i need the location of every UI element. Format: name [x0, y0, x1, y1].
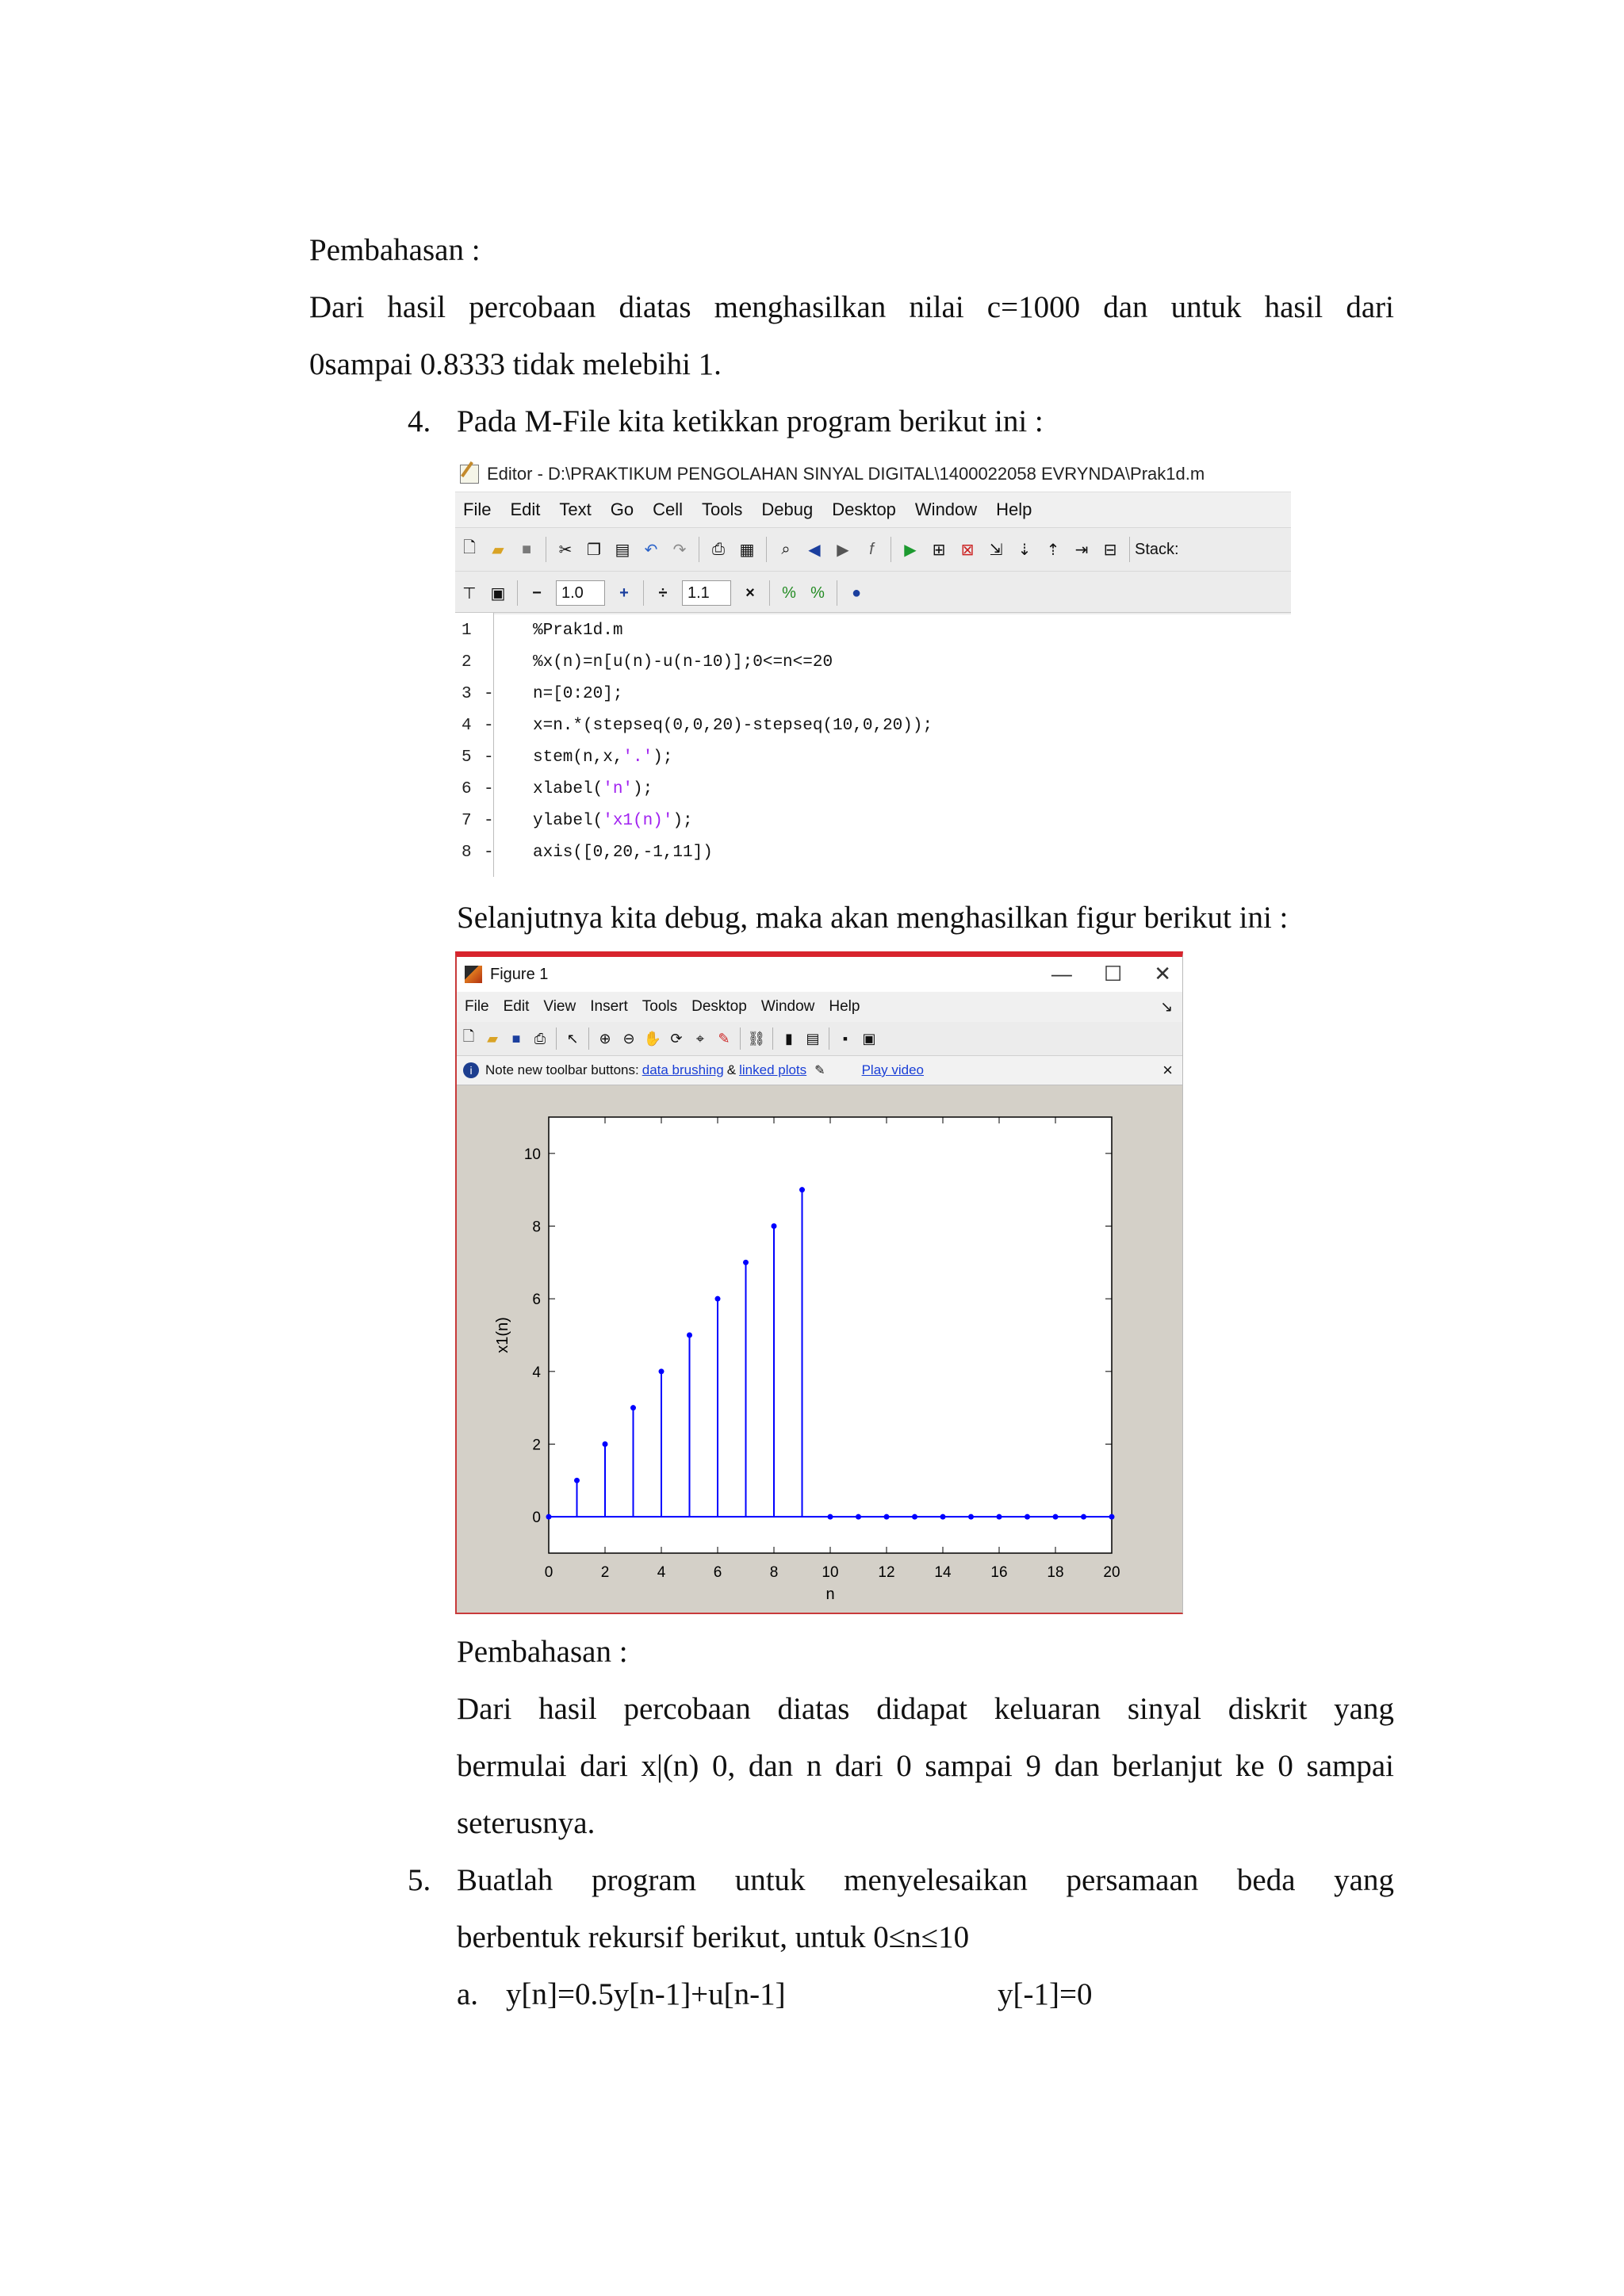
close-note-button[interactable]: × — [1162, 1060, 1173, 1080]
editor-menu-desktop[interactable]: Desktop — [832, 499, 896, 519]
y-tick-label: 0 — [532, 1510, 541, 1527]
multiply-button[interactable]: × — [745, 584, 755, 602]
uncomment-percent-icon[interactable]: % — [810, 584, 825, 602]
stem-marker — [772, 1223, 777, 1229]
figure-menu-insert[interactable]: Insert — [590, 998, 628, 1015]
edit-plot-arrow-icon[interactable]: ↖ — [566, 1030, 579, 1047]
toolbar-separator — [766, 537, 767, 562]
figure-menu-tools[interactable]: Tools — [642, 998, 678, 1015]
stem-marker — [630, 1405, 636, 1410]
matlab-editor-screenshot — [455, 457, 1291, 877]
x-tick-label: 2 — [600, 1564, 610, 1581]
stem-marker — [715, 1296, 721, 1302]
list-item-4-text: Pada M-File kita ketikkan program berikut ini : — [457, 404, 1044, 438]
insert-colorbar-icon[interactable]: ▮ — [785, 1030, 793, 1047]
figure-menu-window[interactable]: Window — [760, 998, 815, 1015]
code-line[interactable]: stem(n,x,'.'); — [533, 748, 673, 767]
hide-plot-tools-icon[interactable]: ▪ — [842, 1030, 848, 1047]
executable-marker: - — [484, 780, 494, 798]
paragraph-after-editor: Selanjutnya kita debug, maka akan menghasilkan figur berikut ini : — [457, 901, 1289, 935]
paragraph-1-line-2: 0sampai 0.8333 tidak melebihi 1. — [309, 347, 722, 381]
executable-marker: - — [484, 748, 494, 767]
exit-debug-icon[interactable]: ⊟ — [1103, 541, 1117, 559]
list-number-4: 4. — [408, 404, 431, 438]
matlab-logo-icon — [465, 966, 482, 983]
line-number: 8 — [462, 844, 472, 862]
x-tick-label: 18 — [1047, 1564, 1064, 1581]
stem-marker — [574, 1478, 580, 1483]
toolbar-separator — [772, 1027, 773, 1050]
paragraph-2-line-1: Dari hasil percobaan diatas didapat keluaran sinyal diskrit yang — [457, 1692, 1394, 1726]
code-line[interactable]: n=[0:20]; — [533, 685, 623, 703]
insert-cell-icon[interactable]: ⊤ — [462, 584, 477, 603]
code-line[interactable]: ylabel('x1(n)'); — [533, 812, 693, 830]
redo-icon[interactable]: ↷ — [672, 541, 687, 559]
play-video-link[interactable]: Play video — [861, 1062, 925, 1077]
x-tick-label: 0 — [544, 1564, 553, 1581]
executable-marker: - — [484, 685, 494, 703]
line-number: 7 — [462, 812, 472, 830]
editor-cell-toolbar — [455, 571, 1291, 614]
line-number: 4 — [462, 717, 472, 735]
editor-titlebar — [455, 457, 1291, 492]
toolbar-separator — [643, 580, 644, 606]
editor-title: Editor - D:\PRAKTIKUM PENGOLAHAN SINYAL DIGITAL\1400022058 EVRYNDA\Prak1d.m — [487, 464, 1205, 484]
save-figure-icon[interactable]: ■ — [511, 1030, 521, 1047]
function-fx-icon[interactable]: f — [869, 540, 874, 558]
toolbar-separator — [588, 1027, 589, 1050]
line-number: 3 — [462, 685, 472, 703]
stem-marker — [659, 1368, 665, 1374]
new-file-icon[interactable]: 🗋 — [462, 539, 477, 557]
figure-menu-file[interactable]: File — [465, 998, 489, 1015]
continue-icon[interactable]: ⇥ — [1074, 541, 1089, 559]
figure-menubar — [457, 992, 1182, 1022]
editor-menu-file[interactable]: File — [463, 499, 492, 519]
new-figure-icon[interactable]: 🗋 — [462, 1028, 475, 1044]
note-text: Note new toolbar buttons: — [485, 1062, 639, 1077]
y-tick-label: 8 — [532, 1219, 541, 1236]
code-line[interactable]: %x(n)=n[u(n)-u(n-10)];0<=n<=20 — [533, 653, 833, 672]
x-tick-label: 16 — [990, 1564, 1008, 1581]
paragraph-1-line-1: Dari hasil percobaan diatas menghasilkan nilai c=1000 dan untuk hasil dari — [309, 290, 1394, 324]
set-breakpoint-icon[interactable]: ⊞ — [932, 541, 946, 559]
paragraph-2-line-3: seterusnya. — [457, 1806, 596, 1840]
editor-menu-debug[interactable]: Debug — [761, 499, 814, 519]
x-tick-label: 8 — [769, 1564, 779, 1581]
x-tick-label: 6 — [713, 1564, 722, 1581]
show-plot-tools-icon[interactable]: ▣ — [862, 1030, 876, 1047]
maximize-button[interactable]: ☐ — [1103, 962, 1123, 985]
paragraph-2-line-2: bermulai dari x|(n) 0, dan n dari 0 sampai 9 dan berlanjut ke 0 sampai — [457, 1749, 1394, 1783]
undo-icon[interactable]: ↶ — [644, 541, 658, 559]
toolbar-separator — [769, 580, 770, 606]
divide-button[interactable]: ÷ — [658, 584, 668, 602]
insert-legend-icon[interactable]: ▤ — [806, 1030, 820, 1047]
step-out-icon[interactable]: ⇡ — [1046, 541, 1060, 559]
editor-menu-go[interactable]: Go — [610, 499, 634, 519]
editor-toolbar — [455, 527, 1291, 571]
code-area[interactable] — [455, 612, 1291, 877]
back-arrow-icon[interactable]: ◀ — [808, 541, 821, 559]
forward-arrow-icon[interactable]: ▶ — [837, 541, 849, 559]
stem-marker — [687, 1333, 692, 1338]
editor-menu-window[interactable]: Window — [914, 499, 978, 519]
decrement-button[interactable]: − — [532, 584, 542, 602]
rotate-3d-icon[interactable]: ⟳ — [670, 1030, 683, 1047]
x-tick-label: 10 — [822, 1564, 839, 1581]
y-tick-label: 4 — [532, 1364, 541, 1381]
step-icon[interactable]: ⇲ — [989, 541, 1003, 559]
sub-item-a-equation: y[n]=0.5y[n-1]+u[n-1] — [506, 1977, 786, 2011]
pan-hand-icon[interactable]: ✋ — [643, 1030, 662, 1047]
figure-notification-bar — [457, 1055, 1182, 1085]
executable-marker: - — [484, 812, 494, 830]
toolbar-separator — [517, 580, 518, 606]
editor-menu-text[interactable]: Text — [559, 499, 592, 519]
copy-icon[interactable]: ❐ — [587, 541, 601, 559]
dock-arrow-icon[interactable]: ↘ — [1160, 998, 1173, 1016]
cut-icon[interactable]: ✂ — [558, 541, 573, 559]
increment-value-field[interactable]: 1.0 — [556, 580, 605, 606]
executable-marker: - — [484, 717, 494, 735]
info-icon[interactable]: ● — [851, 584, 862, 602]
data-cursor-icon[interactable]: ⌖ — [695, 1030, 705, 1047]
y-axis-label: x1(n) — [494, 1317, 511, 1353]
stack-label: Stack: — [1135, 540, 1179, 558]
code-line[interactable]: axis([0,20,-1,11]) — [533, 844, 713, 862]
scale-value-field[interactable]: 1.1 — [682, 580, 731, 606]
open-folder-icon[interactable]: ▰ — [492, 541, 504, 559]
increment-button[interactable]: + — [619, 584, 629, 602]
minimize-button[interactable]: — — [1051, 962, 1072, 985]
figure-menu-help[interactable]: Help — [829, 998, 860, 1015]
editor-pencil-icon — [460, 465, 479, 484]
info-icon: i — [463, 1062, 479, 1078]
brush-small-icon: ✎ — [814, 1064, 825, 1077]
print-figure-icon[interactable]: ⎙ — [534, 1030, 546, 1047]
save-icon[interactable]: ■ — [521, 540, 532, 558]
y-tick-label: 2 — [532, 1437, 541, 1454]
figure-menu-edit[interactable]: Edit — [503, 998, 530, 1015]
toolbar-separator — [740, 1027, 741, 1050]
list-number-5: 5. — [408, 1863, 431, 1897]
heading-pembahasan-2: Pembahasan : — [457, 1635, 628, 1669]
editor-menubar — [455, 492, 1291, 527]
linked-plots-link[interactable]: linked plots — [739, 1062, 807, 1077]
x-tick-label: 14 — [934, 1564, 952, 1581]
code-line[interactable]: %Prak1d.m — [533, 622, 623, 640]
executable-marker: - — [484, 844, 494, 862]
figure-titlebar — [457, 957, 1182, 992]
close-window-button[interactable]: ✕ — [1154, 962, 1171, 985]
document-icon[interactable]: ▦ — [739, 541, 755, 559]
step-in-icon[interactable]: ⇣ — [1017, 541, 1032, 559]
comment-percent-icon[interactable]: % — [782, 584, 796, 602]
ampersand: & — [726, 1062, 737, 1077]
x-tick-label: 20 — [1103, 1564, 1120, 1581]
find-binoculars-icon[interactable]: ⌕ — [781, 540, 791, 558]
stem-marker — [743, 1260, 749, 1265]
x-tick-label: 12 — [878, 1564, 895, 1581]
data-brushing-link[interactable]: data brushing — [642, 1062, 724, 1077]
link-plot-icon[interactable]: ⛓ — [747, 1030, 766, 1047]
heading-pembahasan-1: Pembahasan : — [309, 233, 481, 267]
y-tick-label: 10 — [523, 1146, 541, 1163]
zoom-out-icon[interactable]: ⊖ — [622, 1030, 635, 1047]
brush-icon[interactable]: ✎ — [718, 1030, 730, 1047]
line-number: 1 — [462, 622, 472, 640]
figure-title: Figure 1 — [490, 965, 549, 983]
open-file-icon[interactable]: ▰ — [487, 1030, 498, 1047]
clear-breakpoints-icon[interactable]: ⊠ — [960, 541, 975, 559]
stem-marker — [799, 1187, 805, 1192]
zoom-in-icon[interactable]: ⊕ — [599, 1030, 611, 1047]
print-icon[interactable]: ⎙ — [712, 540, 725, 558]
sub-item-a-label: a. — [457, 1977, 479, 2011]
line-number: 6 — [462, 780, 472, 798]
editor-menu-help[interactable]: Help — [996, 499, 1032, 519]
editor-menu-tools[interactable]: Tools — [702, 499, 743, 519]
sub-item-a-initial-condition: y[-1]=0 — [998, 1977, 1093, 2011]
paste-icon[interactable]: ▤ — [615, 541, 630, 559]
stem-plot — [457, 1084, 1182, 1613]
line-number: 2 — [462, 653, 472, 672]
toolbar-separator — [1129, 537, 1130, 562]
code-line[interactable]: xlabel('n'); — [533, 780, 653, 798]
list-item-5-line-2: berbentuk rekursif berikut, untuk 0≤n≤10 — [457, 1920, 970, 1954]
code-line[interactable]: x=n.*(stepseq(0,0,20)-stepseq(10,0,20)); — [533, 717, 933, 735]
figure-menu-view[interactable]: View — [543, 998, 576, 1015]
figure-menu-desktop[interactable]: Desktop — [691, 998, 747, 1015]
list-item-5-line-1: Buatlah program untuk menyelesaikan persamaan beda yang — [457, 1863, 1394, 1897]
cell-mode-icon[interactable]: ▣ — [490, 584, 506, 603]
editor-menu-cell[interactable]: Cell — [653, 499, 683, 519]
x-axis-label: n — [825, 1586, 835, 1603]
y-tick-label: 6 — [532, 1292, 541, 1309]
stem-marker — [603, 1441, 608, 1447]
run-icon[interactable]: ▶ — [904, 541, 917, 559]
editor-menu-edit[interactable]: Edit — [510, 499, 541, 519]
x-tick-label: 4 — [657, 1564, 666, 1581]
matlab-figure-screenshot — [455, 951, 1183, 1614]
toolbar-separator — [556, 1027, 557, 1050]
line-number: 5 — [462, 748, 472, 767]
figure-toolbar — [457, 1022, 1182, 1055]
